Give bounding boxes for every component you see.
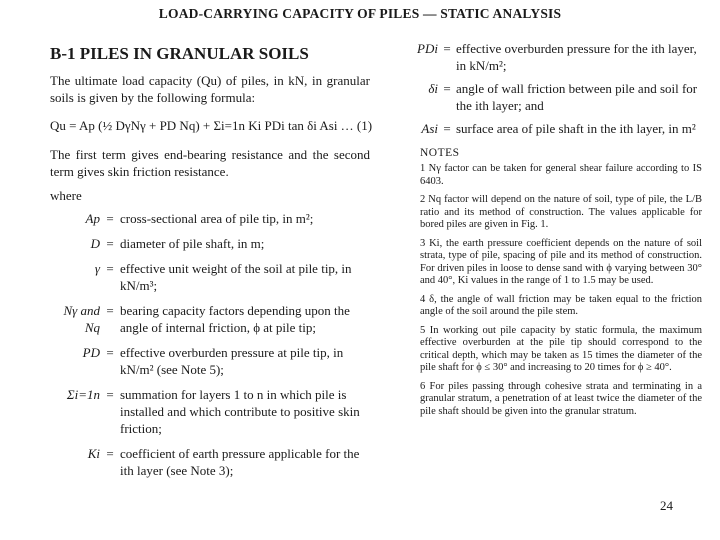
def-text: surface area of pile shaft in the ith layer, in m²	[456, 121, 696, 136]
def-text: diameter of pile shaft, in m;	[120, 236, 265, 251]
section-title: B-1 PILES IN GRANULAR SOILS	[50, 44, 309, 63]
def-equals: =	[443, 121, 451, 136]
page-number: 24	[660, 498, 673, 513]
note-item: 1 Nγ factor can be taken for general shear failure according to IS 6403.	[420, 163, 702, 187]
def-text: coefficient of earth pressure applicable for the ith layer (see Note 3);	[120, 446, 360, 478]
def-equals: =	[106, 387, 114, 402]
note-item: 3 Ki, the earth pressure coefficient depends on the nature of soil strata, type of pile, spacing of pile and its method of construction. For driven piles in loose to dense sand with ϕ varying between 30° and 40°, Ki values in the range of 1 to 1.5 may be used.	[420, 237, 702, 286]
def-equals: =	[106, 345, 114, 360]
def-equals: =	[106, 261, 114, 276]
def-text: cross-sectional area of pile tip, in m²;	[120, 211, 314, 226]
left-definitions	[50, 210, 370, 479]
def-symbol: PDi	[417, 41, 438, 56]
def-symbol: Σi=1n	[66, 387, 100, 402]
note-item: 4 δ, the angle of wall friction may be taken equal to the friction angle of the soil around the pile stem.	[420, 293, 702, 317]
def-equals: =	[106, 236, 114, 251]
def-symbol: δi	[428, 81, 438, 96]
right-definitions	[402, 40, 702, 137]
left-column	[50, 44, 373, 479]
page-title: LOAD-CARRYING CAPACITY OF PILES — STATIC ANALYSIS	[158, 6, 562, 21]
def-text: summation for layers 1 to n in which pile is installed and which contribute to positive skin friction;	[120, 387, 360, 436]
explanation-paragraph: The first term gives end-bearing resistance and the second term gives skin friction resistance.	[50, 147, 370, 179]
note-item: 2 Nq factor will depend on the nature of soil, type of pile, the L/B ratio and its method of construction. The values applicable for bored piles are given in Fig. 1.	[420, 194, 702, 230]
def-symbol: Nγ and Nq	[63, 303, 100, 335]
def-equals: =	[443, 41, 451, 56]
note-item: 6 For piles passing through cohesive strata and terminating in a granular stratum, a penetration of at least twice the diameter of the pile shaft should be given into the granular stratum.	[420, 380, 702, 417]
note-item: 5 In working out pile capacity by static formula, the maximum effective overburden at the pile tip should correspond to the critical depth, which may be taken as 15 times the diameter of the pile shaft for ϕ ≤ 30° and increasing to 20 times for ϕ ≥ 40°.	[420, 324, 702, 373]
formula: Qu = Ap (½ DγNγ + PD Nq) + Σi=1n Ki PDi tan δi Asi … (1)	[50, 118, 373, 133]
notes-title: NOTES	[420, 147, 460, 159]
def-text: effective overburden pressure for the ith layer, in kN/m²;	[456, 41, 697, 73]
def-symbol: Ki	[87, 446, 100, 461]
def-symbol: PD	[82, 345, 100, 360]
def-text: effective overburden pressure at pile tip, in kN/m² (see Note 5);	[120, 345, 344, 377]
def-equals: =	[106, 446, 114, 461]
def-equals: =	[106, 211, 114, 226]
def-symbol: Ap	[85, 211, 100, 226]
intro-paragraph: The ultimate load capacity (Qu) of piles, in kN, in granular soils is given by the following formula:	[50, 73, 370, 105]
def-symbol: Asi	[421, 121, 438, 136]
def-equals: =	[106, 303, 114, 318]
def-text: effective unit weight of the soil at pile tip, in kN/m³;	[120, 261, 352, 293]
def-symbol: γ	[94, 261, 100, 276]
def-equals: =	[443, 81, 451, 96]
where-label: where	[50, 188, 82, 203]
def-text: bearing capacity factors depending upon the angle of internal friction, ϕ at pile tip;	[120, 303, 350, 335]
right-column	[402, 40, 702, 424]
def-text: angle of wall friction between pile and soil for the ith layer; and	[456, 81, 698, 113]
def-symbol: D	[90, 236, 100, 251]
